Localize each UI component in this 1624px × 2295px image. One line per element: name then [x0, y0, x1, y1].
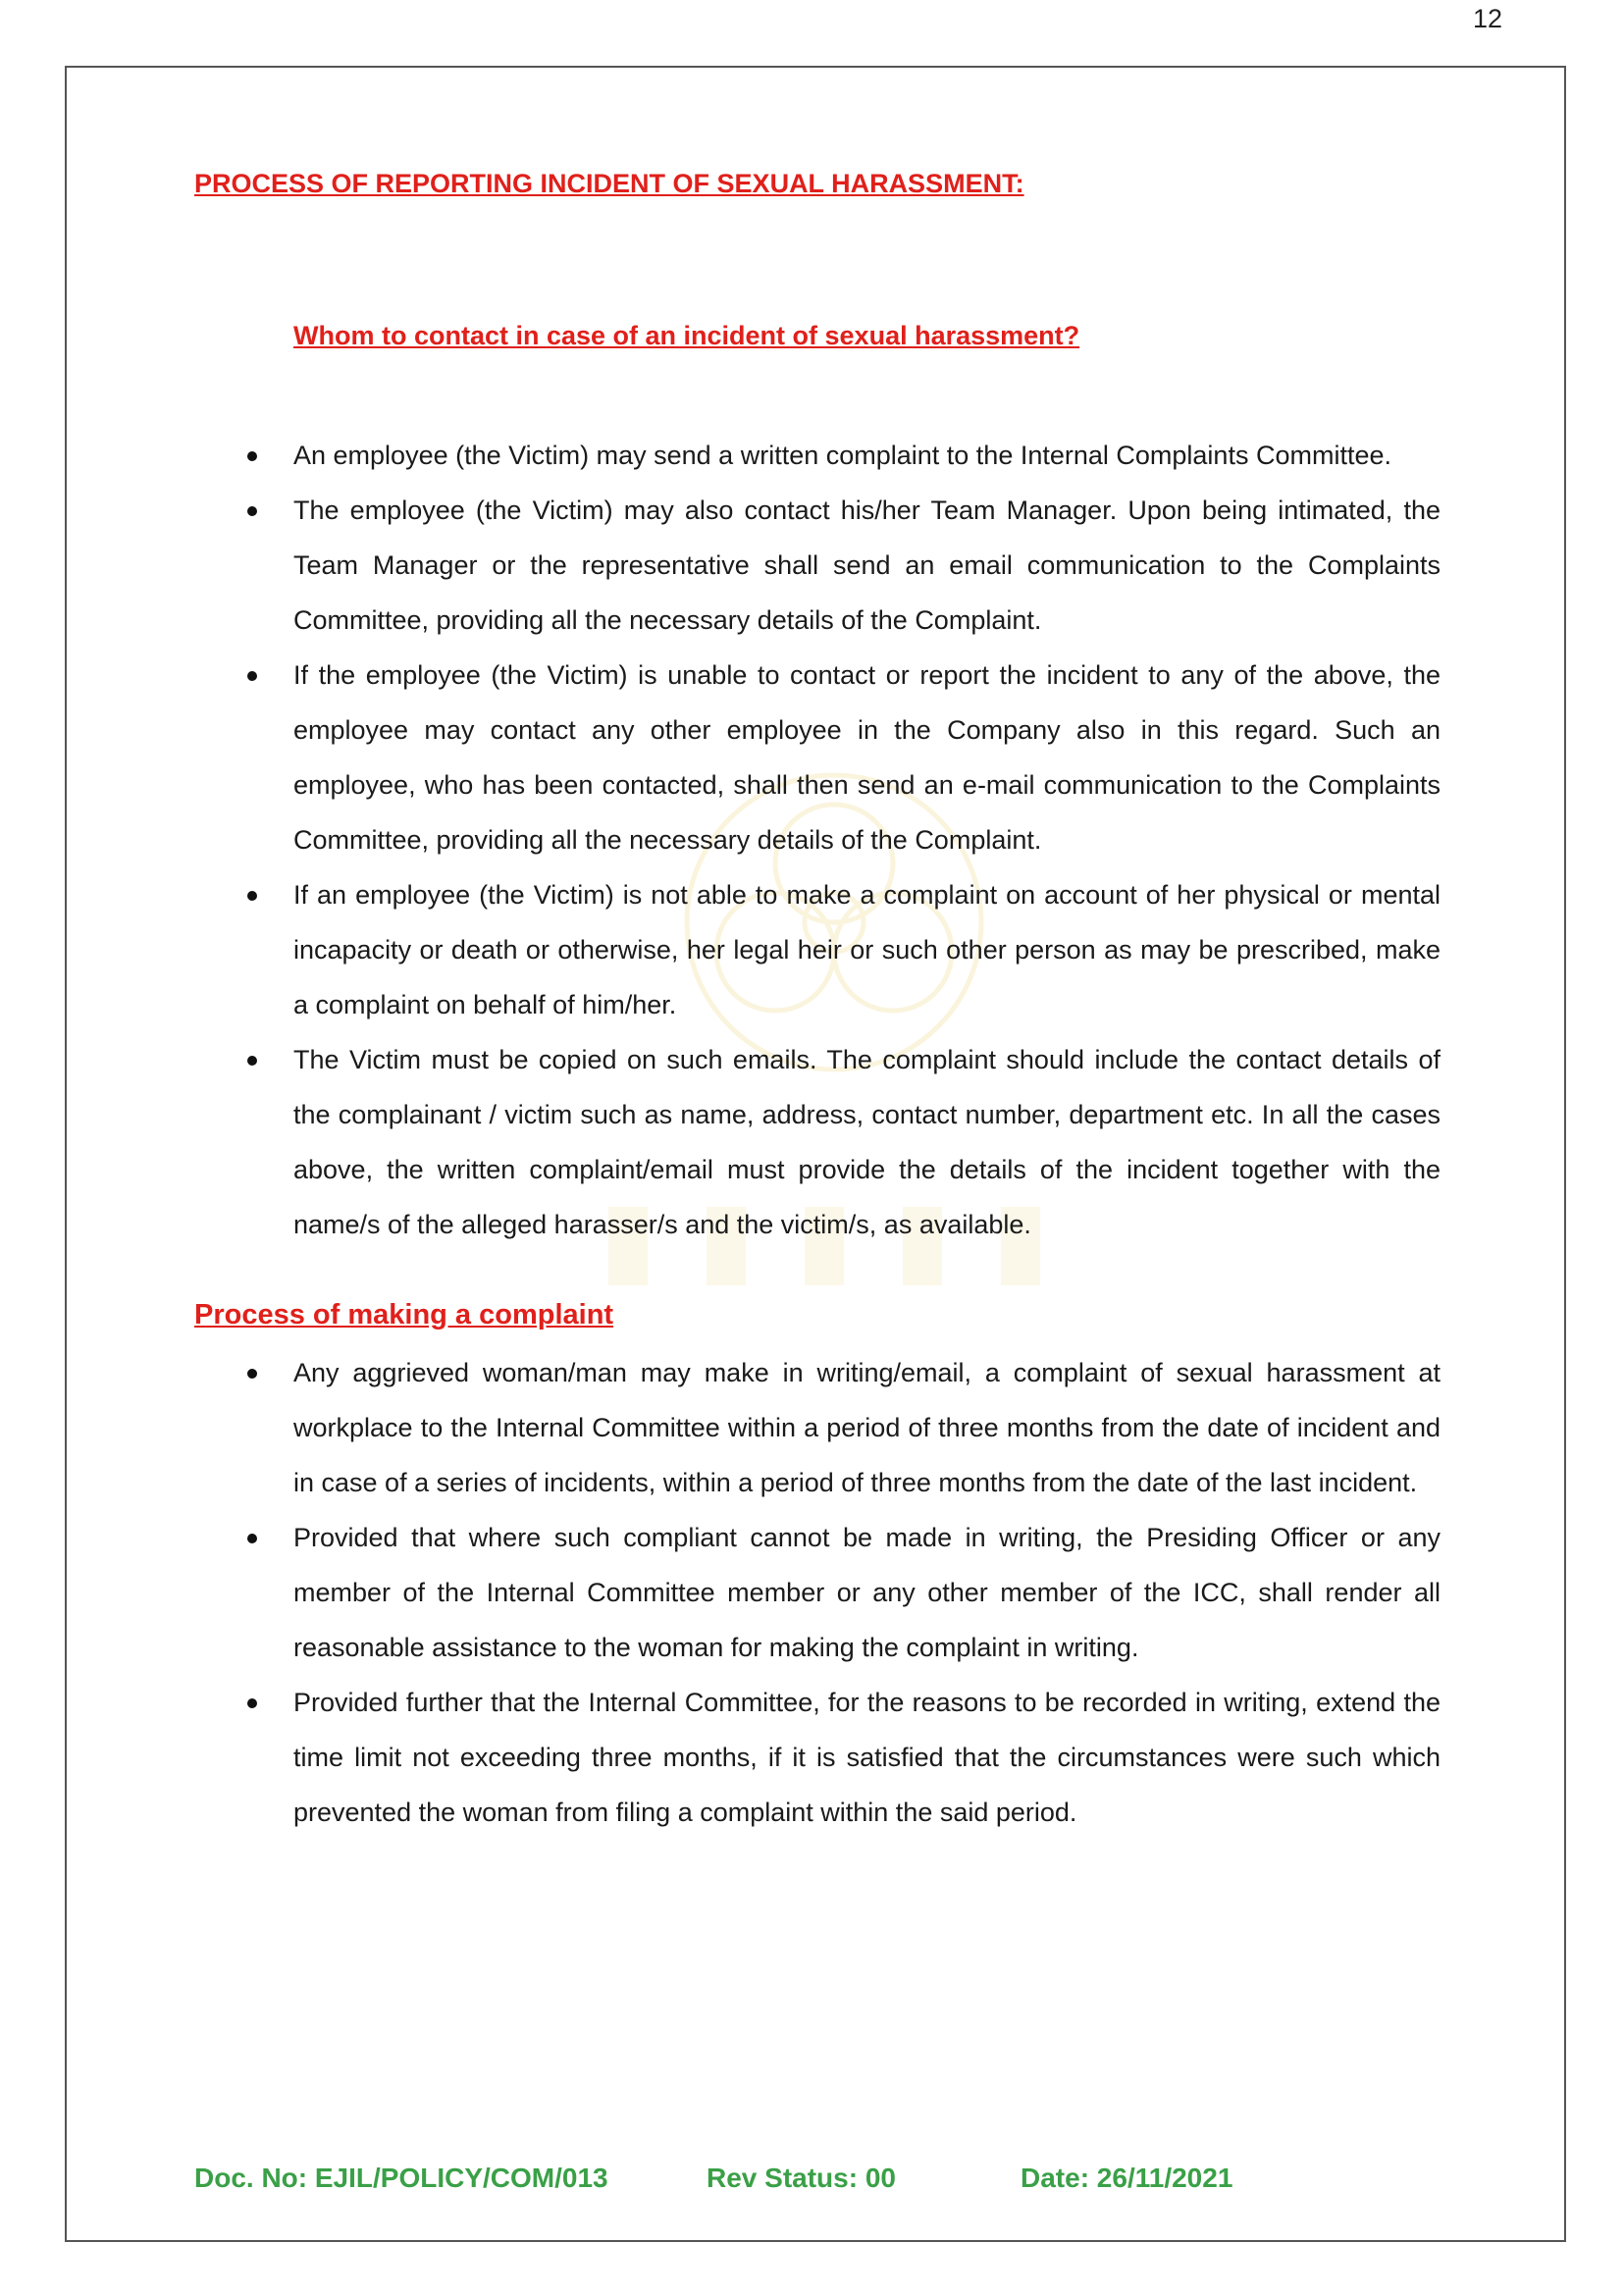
- section-title-making-complaint: Process of making a complaint: [194, 1299, 614, 1330]
- list-item: The employee (the Victim) may also contact his/her Team Manager. Upon being intimated, the Team Manager or the representative shall send an email communication to the Complaints Committee, providing all the necessary details of the Complaint.: [194, 483, 1441, 648]
- complaint-process-list: [194, 1345, 1441, 1840]
- footer-date: Date: 26/11/2021: [1021, 2163, 1233, 2193]
- list-item: Any aggrieved woman/man may make in writing/email, a complaint of sexual harassment at workplace to the Internal Committee within a period of three months from the date of incident and in case of a series of incidents, within a period of three months from the date of the last incident.: [194, 1345, 1441, 1510]
- footer-doc-number: Doc. No: EJIL/POLICY/COM/013: [194, 2163, 608, 2193]
- section-title-whom-to-contact: Whom to contact in case of an incident of sexual harassment?: [293, 321, 1080, 350]
- list-item: Provided that where such compliant cannot be made in writing, the Presiding Officer or any member of the Internal Committee member or any other member of the ICC, shall render all reasonable assistance to the woman for making the complaint in writing.: [194, 1510, 1441, 1675]
- page-number: 12: [1472, 4, 1502, 33]
- list-item: Provided further that the Internal Committee, for the reasons to be recorded in writing, extend the time limit not exceeding three months, if it is satisfied that the circumstances were such which prevented the woman from filing a complaint within the said period.: [194, 1675, 1441, 1840]
- list-item: If an employee (the Victim) is not able to make a complaint on account of her physical or mental incapacity or death or otherwise, her legal heir or such other person as may be prescribed, make a complaint on behalf of him/her.: [194, 867, 1441, 1032]
- footer-rev-status: Rev Status: 00: [707, 2163, 896, 2193]
- contact-list: [194, 428, 1441, 1252]
- list-item: If the employee (the Victim) is unable to contact or report the incident to any of the above, the employee may contact any other employee in the Company also in this regard. Such an employee, who has been contacted, shall then send an e-mail communication to the Complaints Committee, providing all the necessary details of the Complaint.: [194, 648, 1441, 867]
- page-heading: PROCESS OF REPORTING INCIDENT OF SEXUAL HARASSMENT:: [194, 169, 1024, 198]
- list-item: An employee (the Victim) may send a written complaint to the Internal Complaints Committee.: [194, 428, 1441, 483]
- document-body: [194, 169, 1441, 1840]
- list-item: The Victim must be copied on such emails. The complaint should include the contact details of the complainant / victim such as name, address, contact number, department etc. In all the cases above, the written complaint/email must provide the details of the incident together with the name/s of the alleged harasser/s and the victim/s, as available.: [194, 1032, 1441, 1252]
